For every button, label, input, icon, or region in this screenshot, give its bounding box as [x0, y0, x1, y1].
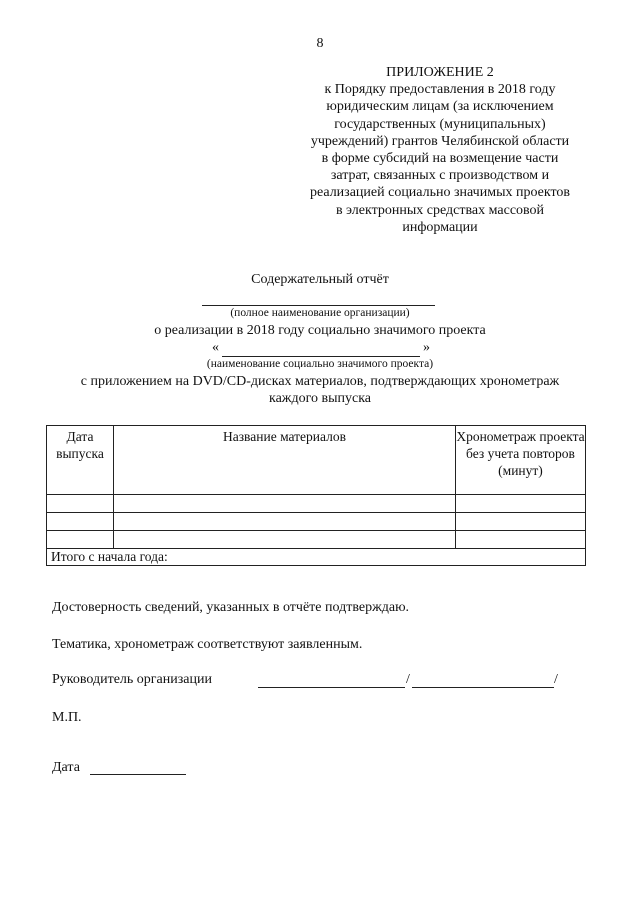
- appendix-line: государственных (муниципальных): [334, 116, 546, 132]
- appendix-line: информации: [402, 219, 478, 235]
- appendix-line: учреждений) грантов Челябинской области: [310, 133, 570, 149]
- cell-timing[interactable]: [456, 495, 586, 513]
- table-header-row: [47, 426, 586, 495]
- appendix-line: юридическим лицам (за исключением: [326, 99, 554, 115]
- header-materials: Название материалов: [114, 426, 456, 495]
- appendix-line: в форме субсидий на возмещение части: [321, 151, 559, 167]
- seal-label: М.П.: [52, 710, 82, 725]
- project-name-blank[interactable]: [222, 356, 420, 357]
- quote-open: «: [212, 340, 219, 355]
- attachment-line: каждого выпуска: [268, 391, 372, 406]
- table-row: [47, 531, 586, 549]
- appendix-line: к Порядку предоставления в 2018 году: [324, 82, 556, 98]
- project-line: о реализации в 2018 году социально значимого проекта: [154, 323, 486, 338]
- header-timing: Хронометраж проекта без учета повторов (минут): [456, 426, 586, 495]
- attachment-line: с приложением на DVD/CD-дисках материалов, подтверждающих хронометраж: [80, 374, 560, 389]
- total-row: [47, 549, 586, 566]
- appendix-header: [290, 64, 590, 236]
- signature-blank[interactable]: [258, 687, 405, 688]
- name-blank[interactable]: [412, 687, 554, 688]
- table-row: [47, 495, 586, 513]
- slash-separator: /: [406, 672, 410, 687]
- quote-close: »: [423, 340, 430, 355]
- header-date: Дата выпуска: [47, 426, 114, 495]
- cell-materials[interactable]: [114, 513, 456, 531]
- cell-timing[interactable]: [456, 513, 586, 531]
- cell-timing[interactable]: [456, 531, 586, 549]
- report-title: Содержательный отчёт: [251, 272, 389, 287]
- cell-materials[interactable]: [114, 495, 456, 513]
- page-number: 8: [316, 36, 324, 51]
- date-blank[interactable]: [90, 774, 186, 775]
- date-label: Дата: [52, 760, 80, 775]
- appendix-title: ПРИЛОЖЕНИЕ 2: [386, 65, 494, 80]
- cell-date[interactable]: [47, 531, 114, 549]
- cell-date[interactable]: [47, 495, 114, 513]
- topics-text: Тематика, хронометраж соответствуют заявленным.: [52, 637, 363, 652]
- appendix-line: затрат, связанных с производством и: [330, 168, 550, 184]
- slash-separator: /: [554, 672, 558, 687]
- org-name-caption: (полное наименование организации): [230, 307, 410, 319]
- cell-materials[interactable]: [114, 531, 456, 549]
- appendix-line: в электронных средствах массовой: [335, 202, 545, 218]
- head-label: Руководитель организации: [52, 672, 212, 687]
- appendix-line: реализацией социально значимых проектов: [309, 185, 571, 201]
- materials-table: [46, 425, 586, 566]
- table-row: [47, 513, 586, 531]
- total-label: Итого с начала года:: [47, 549, 586, 566]
- confirm-text: Достоверность сведений, указанных в отчёте подтверждаю.: [52, 600, 410, 615]
- cell-date[interactable]: [47, 513, 114, 531]
- project-name-caption: (наименование социально значимого проекта): [206, 358, 434, 370]
- org-name-blank[interactable]: [202, 305, 435, 306]
